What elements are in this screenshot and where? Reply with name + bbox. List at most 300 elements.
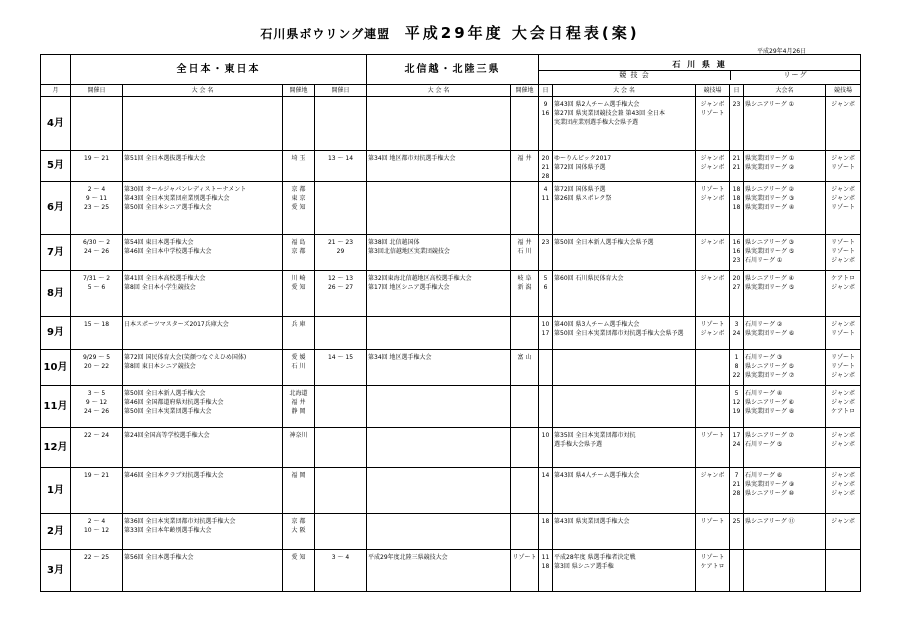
league-names [744,350,826,386]
cell-line: 県実業団リーグ ⑤ [745,248,795,255]
cell-line: ジャンボ [831,186,855,193]
col-hall: 競技場 [696,85,730,97]
league-names [744,386,826,428]
month-label: 9月 [41,317,71,350]
national-dates [71,468,123,514]
cell-line: 28 [541,173,550,180]
cell-line: 福 岡 [291,472,306,479]
cell-line: 北海道 [289,390,308,397]
cell-line: 岐 阜 [517,275,532,282]
cell-line: ジャンボ [831,257,855,264]
hokuriku-names [367,235,511,271]
national-dates [71,235,123,271]
hokuriku-venues [511,151,539,182]
col-day-league: 日 [730,85,744,97]
cell-line: 福 井 [517,155,532,162]
cell-line: 第40回 県3人チーム選手権大会 [554,321,640,328]
month-label: 11月 [41,386,71,428]
league-halls [826,151,861,182]
ishikawa-halls [696,428,730,468]
national-dates [71,317,123,350]
league-days [730,151,744,182]
cell-line: 7/31 ～ 2 [82,275,111,282]
cell-line: 第72回 国体県予選 [554,164,606,171]
cell-line: ジャンボ [831,155,855,162]
national-venues [283,182,315,235]
cell-line: 16 [732,248,741,255]
cell-line: 兵 庫 [291,321,306,328]
cell-line: 第17回 地区シニア選手権大会 [368,284,450,291]
national-names [123,271,283,317]
ishikawa-halls [696,386,730,428]
league-halls [826,386,861,428]
schedule-table [40,54,861,592]
ishikawa-halls [696,97,730,151]
ishikawa-halls [696,468,730,514]
cell-line: 第50回 全日本シニア選手権大会 [124,204,212,211]
hokuriku-venues [511,468,539,514]
cell-line: 県シニアリーグ ⑩ [745,490,795,497]
month-row [41,350,861,386]
cell-line: 24 ～ 26 [83,408,110,415]
hokuriku-dates [315,350,367,386]
cell-line: 石 川 [291,363,306,370]
cell-line: ジャンボ [700,155,725,162]
cell-line: 京 都 [291,518,306,525]
month-row [41,550,861,592]
hokuriku-names [367,428,511,468]
col-day: 日 [539,85,553,97]
cell-line: 県実業団リーグ ⑤ [745,284,795,291]
cell-line: ケアトロ [831,408,856,415]
cell-line: 21 [732,164,741,171]
hokuriku-dates [315,428,367,468]
hokuriku-dates [315,514,367,550]
national-venues [283,428,315,468]
cell-line: 第54回 東日本選手権大会 [124,239,194,246]
month-row [41,317,861,350]
cell-line: 17 [541,330,550,337]
org-name: 石川県ボウリング連盟 [260,27,391,41]
national-names [123,350,283,386]
cell-line: 13 ～ 14 [327,155,354,162]
hokuriku-names [367,151,511,182]
cell-line: 18 [732,204,741,211]
cell-line: 福 井 [291,399,306,406]
cell-line: 大 阪 [291,527,306,534]
month-row [41,514,861,550]
col-league-name: 大会名 [744,85,826,97]
cell-line: 第3回 県シニア選手権 [554,563,614,570]
ishikawa-halls [696,550,730,592]
league-halls [826,550,861,592]
cell-line: 石川リーグ ④ [745,390,783,397]
month-row [41,386,861,428]
league-days [730,271,744,317]
hokuriku-names [367,550,511,592]
league-names [744,550,826,592]
ishikawa-days [539,350,553,386]
cell-line: 愛 媛 [291,354,306,361]
ishikawa-halls [696,350,730,386]
month-label: 5月 [41,151,71,182]
hokuriku-names [367,350,511,386]
hokuriku-dates [315,386,367,428]
month-row [41,468,861,514]
cell-line: 9 ～ 12 [85,399,108,406]
hokuriku-dates [315,271,367,317]
cell-line: 県シニアリーグ ⑪ [745,518,795,525]
league-names [744,151,826,182]
cell-line: 第50回 全日本実業団選手権大会 [124,408,212,415]
national-names [123,317,283,350]
cell-line: 23 [732,257,741,264]
cell-line: 18 [541,563,550,570]
hokuriku-venues [511,550,539,592]
cell-line: 静 岡 [291,408,306,415]
national-venues [283,514,315,550]
cell-line: 第33回 全日本年齢別選手権大会 [124,527,212,534]
hokuriku-names [367,182,511,235]
month-label: 6月 [41,182,71,235]
cell-line: 第43回 県4人チーム選手権大会 [554,472,640,479]
cell-line: ケアトロ [700,563,725,570]
col-venue-hokuriku: 開催地 [511,85,539,97]
cell-line: 第56回 全日本選手権大会 [124,554,194,561]
col-venue: 開催地 [283,85,315,97]
cell-line: 23 [541,239,550,246]
month-label: 12月 [41,428,71,468]
cell-line: ジャンボ [831,518,855,525]
month-label: 10月 [41,350,71,386]
national-dates [71,350,123,386]
cell-line: 23 [732,101,741,108]
cell-line: ジャンボ [831,101,855,108]
col-date: 開催日 [71,85,123,97]
cell-line: 神奈川 [289,432,308,439]
ishikawa-days [539,182,553,235]
month-row [41,97,861,151]
hokuriku-venues [511,97,539,151]
cell-line: リゾート [831,354,856,361]
cell-line: リゾート [831,248,856,255]
cell-line: 県実業団リーグ ② [745,164,795,171]
cell-line: リゾート [831,164,856,171]
cell-line: 10 [541,321,550,328]
ishikawa-days [539,428,553,468]
cell-line: 6/30 ～ 2 [82,239,111,246]
league-names [744,182,826,235]
section-ishikawa-league: リーグ [730,71,860,80]
league-halls [826,317,861,350]
cell-line: 第50回 全日本実業団都市対抗選手権大会県予選 [554,330,684,337]
cell-line: 14 [541,472,550,479]
league-halls [826,428,861,468]
cell-line: 第8回 全日本小学生競技会 [124,284,196,291]
col-name: 大 会 名 [123,85,283,97]
cell-line: 第50回 全日本新人選手権大会 [124,390,206,397]
cell-line: 第3回北信越地区実業団競技会 [368,248,450,255]
cell-line: 県実業団リーグ ③ [745,195,795,202]
document-title [0,22,900,43]
cell-line: 22 ～ 24 [83,432,110,439]
cell-line: 11 [541,195,550,202]
cell-line: 18 [732,186,741,193]
cell-line: 県シニアリーグ ② [745,186,795,193]
cell-line: 県シニアリーグ ① [745,101,795,108]
national-names [123,550,283,592]
hokuriku-names [367,97,511,151]
section-ishikawa-competitions: 競 技 会 [619,70,650,79]
cell-line: 第27回 県実業団競技会兼 第43回 全日本 [554,110,665,117]
cell-line: 石川リーグ ② [745,321,783,328]
cell-line: 22 [732,372,741,379]
section-ishikawa: 石 川 県 連 [539,60,860,71]
cell-line: 16 [732,239,741,246]
cell-line: 5 [734,390,739,397]
cell-line: リゾート [700,554,725,561]
league-days [730,317,744,350]
league-days [730,182,744,235]
cell-line: リゾート [700,321,725,328]
national-venues [283,97,315,151]
cell-line: ジャンボ [831,441,855,448]
cell-line: リゾート [700,186,725,193]
cell-line: 10 ～ 12 [83,527,110,534]
cell-line: 第46回 全国都道府県対抗選手権大会 [124,399,224,406]
col-league-hall: 競技場 [826,85,861,97]
cell-line: 15 ～ 18 [83,321,110,328]
cell-line: 第50回 全日本新人選手権大会県予選 [554,239,654,246]
cell-line: 第34回 地区選手権大会 [368,354,432,361]
cell-line: 第43回 県実業団選手権大会 [554,518,630,525]
cell-line: 実業団産業別選手権大会県予選 [554,119,639,126]
national-dates [71,428,123,468]
cell-line: 3 ～ 5 [87,390,106,397]
national-dates [71,550,123,592]
cell-line: ジャンボ [831,195,855,202]
cell-line: 第35回 全日本実業団都市対抗 [554,432,636,439]
cell-line: リゾート [831,204,856,211]
col-date-hokuriku: 開催日 [315,85,367,97]
cell-line: 9/29 ～ 5 [82,354,111,361]
month-row [41,428,861,468]
cell-line: 第43回 県2人チーム選手権大会 [554,101,640,108]
cell-line: 平成29年度北陸三県競技大会 [368,554,448,561]
league-names [744,271,826,317]
cell-line: 愛 知 [291,284,306,291]
cell-line: 県シニアリーグ ⑤ [745,363,795,370]
col-name-ishikawa: 大 会 名 [553,85,696,97]
col-month: 月 [41,85,71,97]
hokuriku-venues [511,350,539,386]
cell-line: 第72回 国民体育大会(笑顔つなぐえひめ国体) [124,354,247,361]
cell-line: 第46回 全日本クラブ対抗選手権大会 [124,472,224,479]
ishikawa-names [553,428,696,468]
cell-line: 京 都 [291,186,306,193]
cell-line: 第46回 全日本中学校選手権大会 [124,248,212,255]
cell-line: 第36回 全日本実業団都市対抗選手権大会 [124,518,236,525]
league-days [730,350,744,386]
national-dates [71,182,123,235]
cell-line: 石 川 [517,248,532,255]
hokuriku-venues [511,317,539,350]
national-names [123,514,283,550]
cell-line: 4 [543,186,548,193]
league-halls [826,97,861,151]
ishikawa-halls [696,235,730,271]
date-note: 平成29年4月26日 [757,48,807,55]
ishikawa-names [553,386,696,428]
hokuriku-dates [315,317,367,350]
national-dates [71,271,123,317]
cell-line: 7 [734,472,739,479]
league-halls [826,271,861,317]
national-names [123,235,283,271]
cell-line: 第51回 全日本選抜選手権大会 [124,155,206,162]
cell-line: 第34回 地区都市対抗選手権大会 [368,155,456,162]
cell-line: ジャンボ [831,372,855,379]
cell-line: 県実業団リーグ ⑥ [745,330,795,337]
cell-line: 1 [734,354,739,361]
cell-line: リゾート [512,554,537,561]
cell-line: 19 ～ 21 [83,472,110,479]
cell-line: 21 [732,155,741,162]
cell-line: 24 ～ 26 [83,248,110,255]
ishikawa-names [553,514,696,550]
cell-line: 3 ～ 4 [331,554,350,561]
cell-line: 県シニアリーグ ③ [745,239,795,246]
national-names [123,428,283,468]
cell-line: 愛 知 [291,554,306,561]
ishikawa-names [553,151,696,182]
ishikawa-names [553,97,696,151]
cell-line: ジャンボ [700,239,725,246]
cell-line: ジャンボ [700,472,725,479]
cell-line: ジャンボ [831,432,855,439]
cell-line: ジャンボ [831,321,855,328]
cell-line: 愛 知 [291,204,306,211]
ishikawa-days [539,317,553,350]
cell-line: 9 ～ 11 [85,195,108,202]
cell-line: 県シニアリーグ ⑥ [745,399,795,406]
cell-line: リゾート [700,110,725,117]
month-row [41,271,861,317]
cell-line: 19 [732,408,741,415]
cell-line: 8 [734,363,739,370]
cell-line: 第32回東海北信越地区高校選手権大会 [368,275,472,282]
cell-line: 22 ～ 25 [83,554,110,561]
league-halls [826,468,861,514]
cell-line: 石川リーグ ③ [745,354,783,361]
cell-line: 24 [732,330,741,337]
league-days [730,514,744,550]
hokuriku-names [367,514,511,550]
league-names [744,235,826,271]
cell-line: ゆーりんピック2017 [554,155,612,162]
ishikawa-names [553,235,696,271]
cell-line: 第72回 国体県予選 [554,186,606,193]
national-names [123,468,283,514]
cell-line: 石川リーグ ⑥ [745,472,783,479]
cell-line: 福 島 [291,239,306,246]
cell-line: 石川リーグ ① [745,257,783,264]
cell-line: 川 崎 [291,275,306,282]
month-row [41,235,861,271]
hokuriku-dates [315,151,367,182]
cell-line: 18 [732,195,741,202]
ishikawa-days [539,151,553,182]
league-names [744,97,826,151]
national-dates [71,97,123,151]
cell-line: ジャンボ [831,490,855,497]
ishikawa-days [539,468,553,514]
cell-line: 第30回 オールジャパンレディストーナメント [124,186,247,193]
cell-line: 10 [541,432,550,439]
cell-line: リゾート [700,518,725,525]
national-names [123,386,283,428]
cell-line: 25 [732,518,741,525]
cell-line: 新 潟 [517,284,532,291]
cell-line: 第60回 石川県民体育大会 [554,275,624,282]
cell-line: 21 [541,164,550,171]
cell-line: 19 ～ 21 [83,155,110,162]
league-days [730,235,744,271]
ishikawa-days [539,271,553,317]
ishikawa-days [539,550,553,592]
national-names [123,151,283,182]
national-venues [283,550,315,592]
cell-line: 27 [732,284,741,291]
ishikawa-days [539,514,553,550]
league-names [744,317,826,350]
cell-line: ジャンボ [831,284,855,291]
cell-line: ジャンボ [700,275,725,282]
ishikawa-halls [696,317,730,350]
cell-line: 26 ～ 27 [327,284,354,291]
cell-line: 16 [541,110,550,117]
league-names [744,514,826,550]
cell-line: 埼 玉 [291,155,306,162]
cell-line: 県実業団リーグ ④ [745,204,795,211]
col-name-hokuriku: 大 会 名 [367,85,511,97]
ishikawa-names [553,468,696,514]
month-label: 2月 [41,514,71,550]
cell-line: 第43回 全日本実業団産業別選手権大会 [124,195,230,202]
hokuriku-venues [511,271,539,317]
league-days [730,97,744,151]
cell-line: 県シニアリーグ ⑦ [745,432,795,439]
cell-line: 5 ～ 6 [87,284,106,291]
league-days [730,386,744,428]
league-names [744,468,826,514]
cell-line: 県シニアリーグ ④ [745,275,795,282]
league-names [744,428,826,468]
cell-line: 9 [543,101,548,108]
cell-line: リゾート [831,363,856,370]
hokuriku-venues [511,514,539,550]
ishikawa-names [553,317,696,350]
cell-line: 21 ～ 23 [327,239,354,246]
national-dates [71,514,123,550]
ishikawa-days [539,97,553,151]
ishikawa-halls [696,151,730,182]
cell-line: 石川リーグ ⑤ [745,441,783,448]
cell-line: ジャンボ [831,481,855,488]
ishikawa-names [553,350,696,386]
cell-line: 京 都 [291,248,306,255]
ishikawa-days [539,235,553,271]
